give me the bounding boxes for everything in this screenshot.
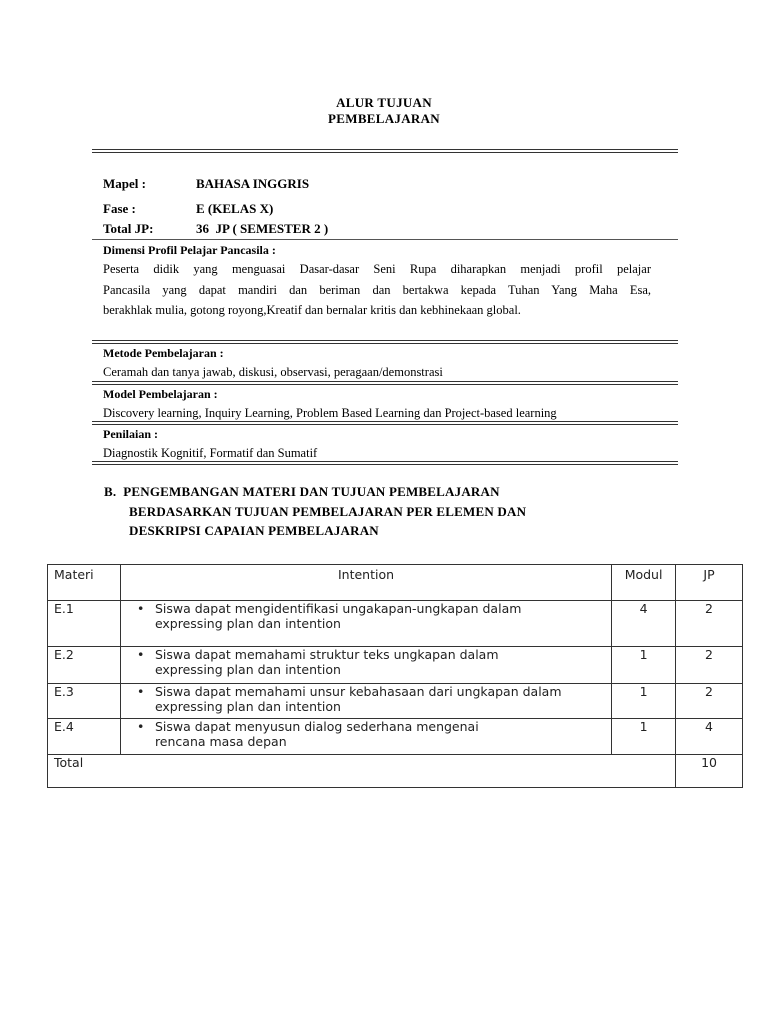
intention-line-1: Siswa dapat memahami struktur teks ungkapan dalam (154, 647, 499, 662)
cell-jp: 2 (676, 684, 743, 719)
page-title (0, 95, 768, 127)
cell-materi: E.1 (48, 601, 121, 647)
cell-modul: 1 (612, 684, 676, 719)
divider (92, 239, 678, 240)
profil-heading: Dimensi Profil Pelajar Pancasila : (103, 243, 276, 257)
model-text: Discovery learning, Inquiry Learning, Problem Based Learning dan Project-based learning (103, 406, 557, 420)
fase-label: Fase : (103, 201, 136, 216)
header-modul: Modul (612, 565, 676, 601)
intention-line-2: rencana masa depan (154, 734, 287, 749)
section-b-heading-line-2: BERDASARKAN TUJUAN PEMBELAJARAN PER ELEMEN DAN (129, 504, 527, 519)
profil-line-3: berakhlak mulia, gotong royong,Kreatif dan bernalar kritis dan kebhinekaan global. (103, 303, 521, 317)
cell-materi: E.2 (48, 647, 121, 684)
total-label: Total (48, 755, 676, 788)
metode-heading: Metode Pembelajaran : (103, 346, 224, 360)
cell-jp: 2 (676, 601, 743, 647)
penilaian-text: Diagnostik Kognitif, Formatif dan Sumatif (103, 446, 318, 460)
table-total-row (48, 755, 743, 788)
metode-text: Ceramah dan tanya jawab, diskusi, observasi, peragaan/demonstrasi (103, 365, 443, 379)
cell-jp: 4 (676, 719, 743, 755)
fase-value: E (KELAS X) (196, 201, 274, 216)
cell-modul: 4 (612, 601, 676, 647)
divider (92, 421, 678, 425)
cell-intention (120, 601, 611, 647)
bullet-icon: • (136, 684, 145, 699)
bullet-icon: • (136, 601, 145, 616)
cell-intention (120, 719, 611, 755)
table-row (48, 601, 743, 647)
intention-line-1: Siswa dapat mengidentifikasi ungakapan-ungkapan dalam (154, 601, 522, 616)
section-b-heading-line-3: DESKRIPSI CAPAIAN PEMBELAJARAN (129, 523, 379, 538)
materi-table (47, 564, 743, 788)
cell-materi: E.3 (48, 684, 121, 719)
header-materi: Materi (48, 565, 121, 601)
cell-intention (120, 684, 611, 719)
divider (92, 381, 678, 385)
table-row (48, 719, 743, 755)
header-jp: JP (676, 565, 743, 601)
table-row (48, 647, 743, 684)
total-jp-label: Total JP: (103, 221, 154, 236)
divider (92, 340, 678, 344)
header-intention: Intention (120, 565, 611, 601)
cell-materi: E.4 (48, 719, 121, 755)
table-row (48, 684, 743, 719)
intention-line-2: expressing plan dan intention (154, 616, 341, 631)
intention-line-1: Siswa dapat memahami unsur kebahasaan dari ungkapan dalam (154, 684, 562, 699)
profil-line-1: Peserta didik yang menguasai Dasar-dasar Seni Rupa diharapkan menjadi profil pelajar (103, 262, 651, 276)
total-jp-value: 36 JP ( SEMESTER 2 ) (196, 221, 329, 236)
intention-line-2: expressing plan dan intention (154, 699, 341, 714)
cell-jp: 2 (676, 647, 743, 684)
penilaian-heading: Penilaian : (103, 427, 159, 441)
table-header-row (48, 565, 743, 601)
divider (92, 461, 678, 465)
title-line-1: ALUR TUJUAN (336, 95, 432, 110)
model-heading: Model Pembelajaran : (103, 387, 218, 401)
bullet-icon: • (136, 719, 145, 734)
mapel-value: BAHASA INGGRIS (196, 176, 310, 191)
cell-intention (120, 647, 611, 684)
divider (92, 149, 678, 153)
title-line-2: PEMBELAJARAN (328, 111, 440, 126)
intention-line-2: expressing plan dan intention (154, 662, 341, 677)
cell-modul: 1 (612, 719, 676, 755)
mapel-label: Mapel : (103, 176, 146, 191)
cell-modul: 1 (612, 647, 676, 684)
intention-line-1: Siswa dapat menyusun dialog sederhana mengenai (154, 719, 479, 734)
profil-line-2: Pancasila yang dapat mandiri dan beriman dan bertakwa kepada Tuhan Yang Maha Esa, (103, 283, 651, 297)
section-b-heading-line-1: B. PENGEMBANGAN MATERI DAN TUJUAN PEMBELAJARAN (104, 484, 500, 499)
total-jp: 10 (676, 755, 743, 788)
bullet-icon: • (136, 647, 145, 662)
